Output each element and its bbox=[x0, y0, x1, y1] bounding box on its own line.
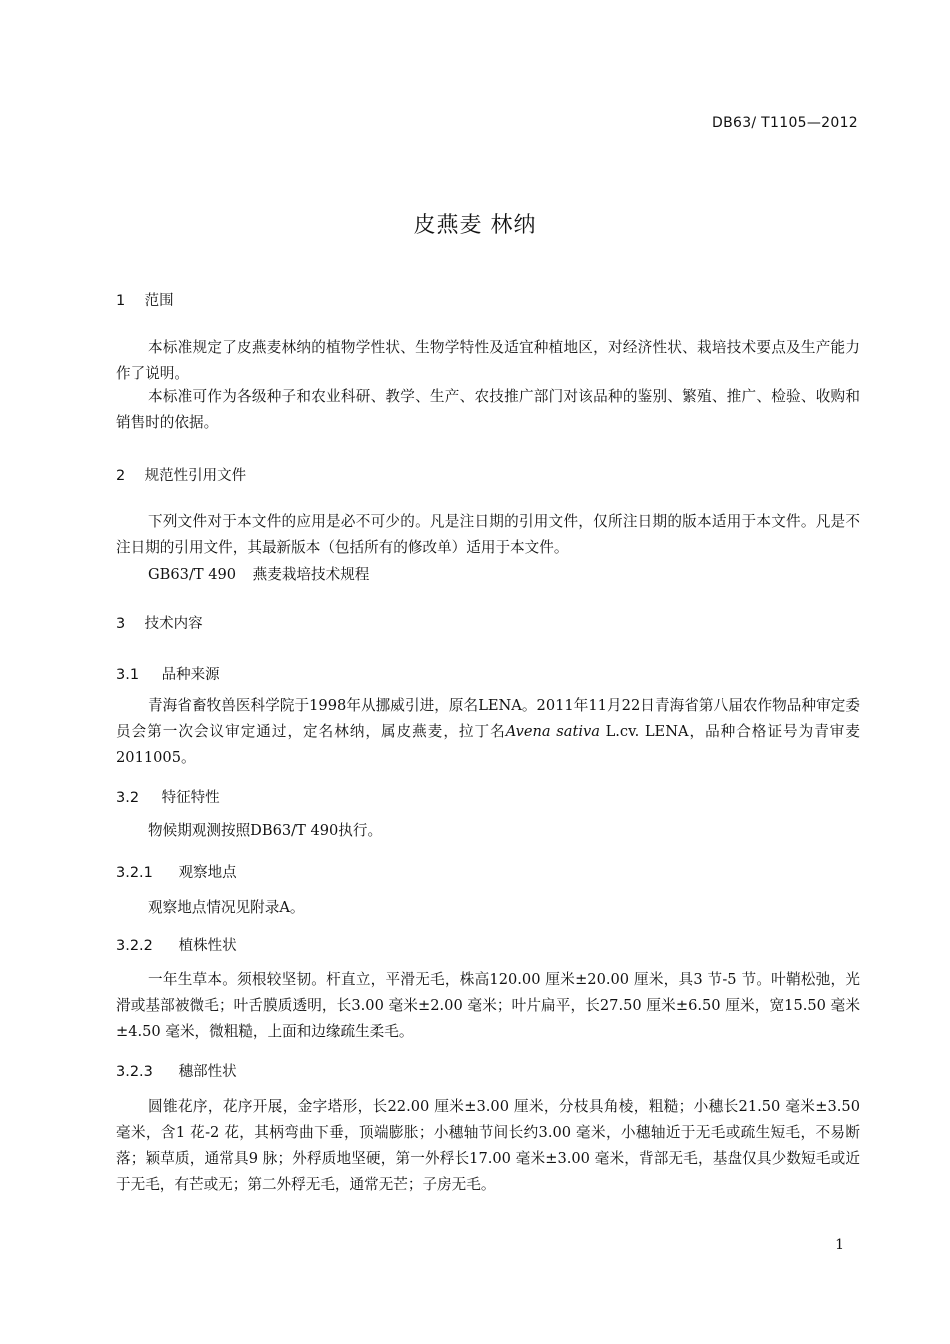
section-title: 穗部性状 bbox=[178, 1064, 237, 1080]
section-1-heading bbox=[116, 289, 174, 310]
section-3-2-2-paragraph: 一年生草本。须根较坚韧。杆直立，平滑无毛，株高120.00 厘米±20.00 厘米，具3 节-5 节。叶鞘松弛，光滑或基部被微毛；叶舌膜质透明，长3.00 毫米±2.00 毫米；叶片扁平，长27.50 厘米±6.50 厘米，宽15.50 毫米±4.50 毫米，微粗糙，上面和边缘疏生柔毛。 bbox=[116, 971, 860, 1040]
section-3-2-3-paragraph: 圆锥花序，花序开展，金字塔形，长22.00 厘米±3.00 厘米，分枝具角棱，粗糙；小穗长21.50 毫米±3.50 毫米，含1 花-2 花，其柄弯曲下垂，顶端膨胀；小穗轴节间长约3.00 毫米，小穗轴近于无毛或疏生短毛，不易断落；颖草质，通常具9 脉；外稃质地坚硬，第一外稃长17.00 毫米±3.00 毫米，背部无毛，基盘仅具少数短毛或近于无毛，有芒或无；第二外稃无毛，通常无芒；子房无毛。 bbox=[116, 1098, 860, 1193]
section-number: 3.2 bbox=[116, 790, 140, 806]
section-3-2-1-heading bbox=[116, 861, 237, 882]
paragraph-text: 青海省畜牧兽医科学院于1998年从挪威引进，原名LENA。2011年11月22日青海省第八届农作物品种审定委员会第一次会议审定通过，定名林纳，属皮燕麦，拉丁名 bbox=[116, 697, 860, 740]
section-number: 3.2.2 bbox=[116, 938, 153, 954]
section-number: 3 bbox=[116, 616, 126, 632]
section-3-1-heading bbox=[116, 663, 220, 684]
latin-name: Avena sativa bbox=[505, 723, 600, 740]
section-3-heading bbox=[116, 612, 203, 633]
section-3-2-1-paragraph: 观察地点情况见附录A。 bbox=[148, 899, 305, 916]
page-number: 1 bbox=[835, 1237, 844, 1253]
section-3-1-paragraph bbox=[116, 693, 860, 771]
section-title: 植株性状 bbox=[178, 938, 237, 954]
section-number: 3.2.3 bbox=[116, 1064, 153, 1080]
section-title: 技术内容 bbox=[144, 616, 203, 632]
section-3-2-paragraph: 物候期观测按照DB63/T 490执行。 bbox=[148, 822, 383, 839]
section-title: 特征特性 bbox=[161, 790, 220, 806]
section-title: 品种来源 bbox=[161, 667, 220, 683]
paragraph-text-continued: L.cv. LENA，品种合格证号为青审麦2011005。 bbox=[116, 723, 860, 766]
section-2-heading bbox=[116, 464, 246, 485]
reference-title: 燕麦栽培技术规程 bbox=[252, 566, 370, 583]
section-title: 观察地点 bbox=[178, 865, 237, 881]
section-3-2-3-heading bbox=[116, 1060, 237, 1081]
section-2-paragraph-1: 下列文件对于本文件的应用是必不可少的。凡是注日期的引用文件，仅所注日期的版本适用于本文件。凡是不注日期的引用文件，其最新版本（包括所有的修改单）适用于本文件。 bbox=[116, 513, 860, 556]
section-3-2-2-heading bbox=[116, 934, 237, 955]
reference-code: GB63/T 490 bbox=[148, 566, 237, 583]
section-number: 3.1 bbox=[116, 667, 140, 683]
section-number: 1 bbox=[116, 293, 126, 309]
document-code: DB63/ T1105—2012 bbox=[712, 115, 858, 131]
normative-reference bbox=[148, 563, 369, 584]
section-title: 规范性引用文件 bbox=[144, 468, 247, 484]
document-title: 皮燕麦 林纳 bbox=[413, 213, 537, 238]
section-1-paragraph-2: 本标准可作为各级种子和农业科研、教学、生产、农技推广部门对该品种的鉴别、繁殖、推广、检验、收购和销售时的依据。 bbox=[116, 388, 860, 431]
section-1-paragraph-1: 本标准规定了皮燕麦林纳的植物学性状、生物学特性及适宜种植地区，对经济性状、栽培技术要点及生产能力作了说明。 bbox=[116, 339, 860, 382]
section-number: 2 bbox=[116, 468, 126, 484]
section-number: 3.2.1 bbox=[116, 865, 153, 881]
section-3-2-heading bbox=[116, 786, 220, 807]
section-title: 范围 bbox=[144, 293, 174, 309]
